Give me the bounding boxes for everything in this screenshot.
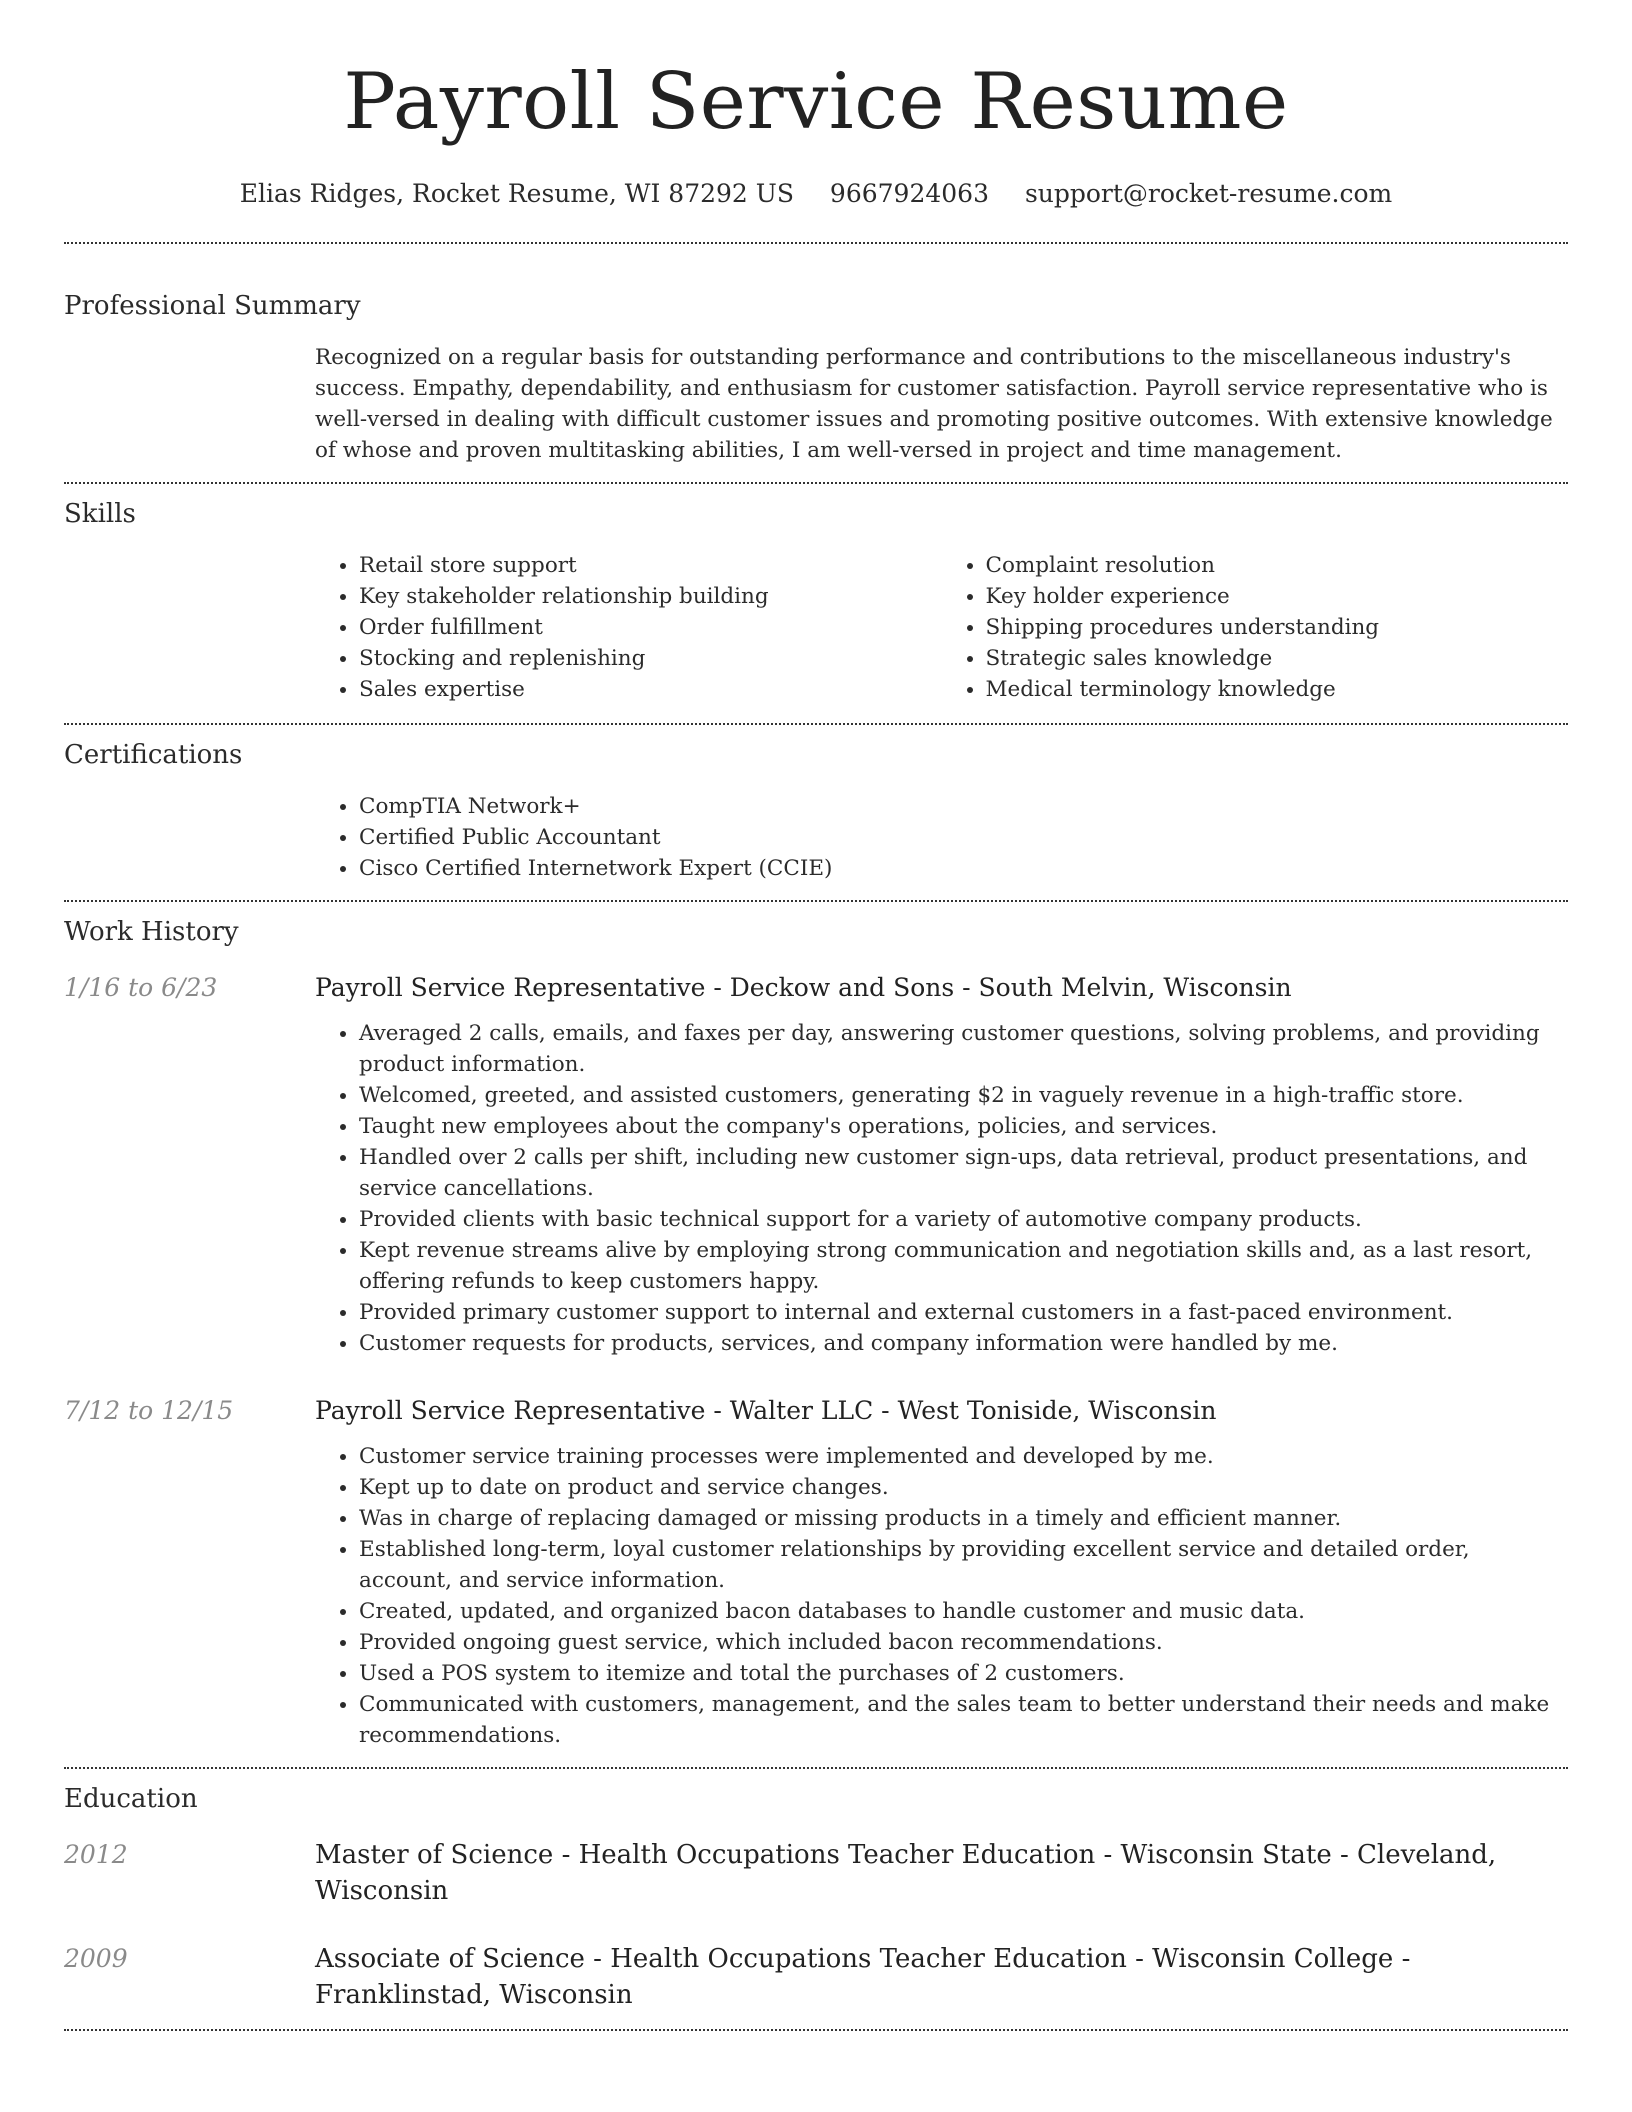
education-year: 2009 [64,1944,128,1973]
job-dates: 7/12 to 12/15 [64,1396,234,1425]
job-entry [64,970,1568,1359]
skill-item: • Complaint resolution [986,550,1569,581]
job-bullet: • Kept revenue streams alive by employing strong communication and negotiation skills and, as a last resort, offering refunds to keep customers happy. [359,1235,1568,1297]
education-entry [64,1837,1568,1909]
education-entry [64,1941,1568,2013]
contact-email: support@rocket-resume.com [1024,179,1393,208]
job-bullet: • Provided primary customer support to internal and external customers in a fast-paced environment. [359,1297,1568,1328]
skill-item: • Shipping procedures understanding [986,612,1569,643]
job-bullets [315,1441,1568,1751]
job-bullet: • Was in charge of replacing damaged or missing products in a timely and efficient manner. [359,1503,1568,1534]
job-dates: 1/16 to 6/23 [64,973,218,1002]
education-heading: Education [64,1784,198,1814]
certification-item: • Cisco Certified Internetwork Expert (CCIE) [359,853,1568,884]
job-bullet: • Welcomed, greeted, and assisted customers, generating $2 in vaguely revenue in a high-traffic store. [359,1080,1568,1111]
contact-address: Elias Ridges, Rocket Resume, WI 87292 US [239,179,794,208]
job-bullet: • Averaged 2 calls, emails, and faxes per day, answering customer questions, solving problems, and providing product information. [359,1018,1568,1080]
skills-list [315,550,1568,705]
certifications-section [64,725,1568,900]
job-bullet: • Created, updated, and organized bacon databases to handle customer and music data. [359,1596,1568,1627]
job-bullet: • Customer service training processes were implemented and developed by me. [359,1441,1568,1472]
work-history-section [64,902,1568,1767]
job-bullet: • Kept up to date on product and service changes. [359,1472,1568,1503]
skill-item: • Sales expertise [359,674,942,705]
job-bullet: • Handled over 2 calls per shift, including new customer sign-ups, data retrieval, product presentations, and service cancellations. [359,1142,1568,1204]
job-title: Payroll Service Representative - Deckow and Sons - South Melvin, Wisconsin [315,973,1292,1002]
job-bullet: • Taught new employees about the company's operations, policies, and services. [359,1111,1568,1142]
skill-item: • Medical terminology knowledge [986,674,1569,705]
skill-item: • Order fulfillment [359,612,942,643]
education-section [64,1769,1568,2029]
job-bullet: • Provided ongoing guest service, which included bacon recommendations. [359,1627,1568,1658]
certifications-heading: Certifications [64,740,243,770]
summary-section [64,244,1568,482]
education-year: 2012 [64,1840,128,1869]
certification-item: • Certified Public Accountant [359,822,1568,853]
job-bullet: • Customer requests for products, services, and company information were handled by me. [359,1328,1568,1359]
contact-phone: 9667924063 [829,179,989,208]
job-bullet: • Established long-term, loyal customer relationships by providing excellent service and detailed order, account, and service information. [359,1534,1568,1596]
summary-text: Recognized on a regular basis for outstanding performance and contributions to the miscellaneous industry's success. Empathy, dependability, and enthusiasm for customer satisfaction. Payroll service representative who is well-versed in dealing with difficult customer issues and promoting positive outcomes. With extensive knowledge of whose and proven multitasking abilities, I am well-versed in project and time management. [315,345,1553,463]
job-title: Payroll Service Representative - Walter LLC - West Toniside, Wisconsin [315,1396,1217,1425]
certifications-list [315,791,1568,884]
divider [64,2029,1568,2031]
skills-section [64,484,1568,723]
skills-column-1 [315,550,942,705]
skills-column-2 [942,550,1569,705]
skill-item: • Strategic sales knowledge [986,643,1569,674]
skill-item: • Key stakeholder relationship building [359,581,942,612]
skill-item: • Stocking and replenishing [359,643,942,674]
skill-item: • Key holder experience [986,581,1569,612]
education-title: Master of Science - Health Occupations Teacher Education - Wisconsin State - Cleveland, Wisconsin [315,1840,1497,1906]
summary-heading: Professional Summary [64,291,361,321]
certification-item: • CompTIA Network+ [359,791,1568,822]
resume-title: Payroll Service Resume [343,57,1289,147]
contact-line [64,176,1568,212]
job-bullet: • Communicated with customers, management, and the sales team to better understand their needs and make recommendations. [359,1689,1568,1751]
skills-heading: Skills [64,499,136,529]
summary-body [315,342,1568,466]
job-bullets [315,1018,1568,1359]
job-bullet: • Provided clients with basic technical support for a variety of automotive company products. [359,1204,1568,1235]
job-entry [64,1393,1568,1751]
skill-item: • Retail store support [359,550,942,581]
job-bullet: • Used a POS system to itemize and total the purchases of 2 customers. [359,1658,1568,1689]
work-history-heading: Work History [64,917,239,947]
education-title: Associate of Science - Health Occupations Teacher Education - Wisconsin College - Franklinstad, Wisconsin [315,1944,1411,2010]
